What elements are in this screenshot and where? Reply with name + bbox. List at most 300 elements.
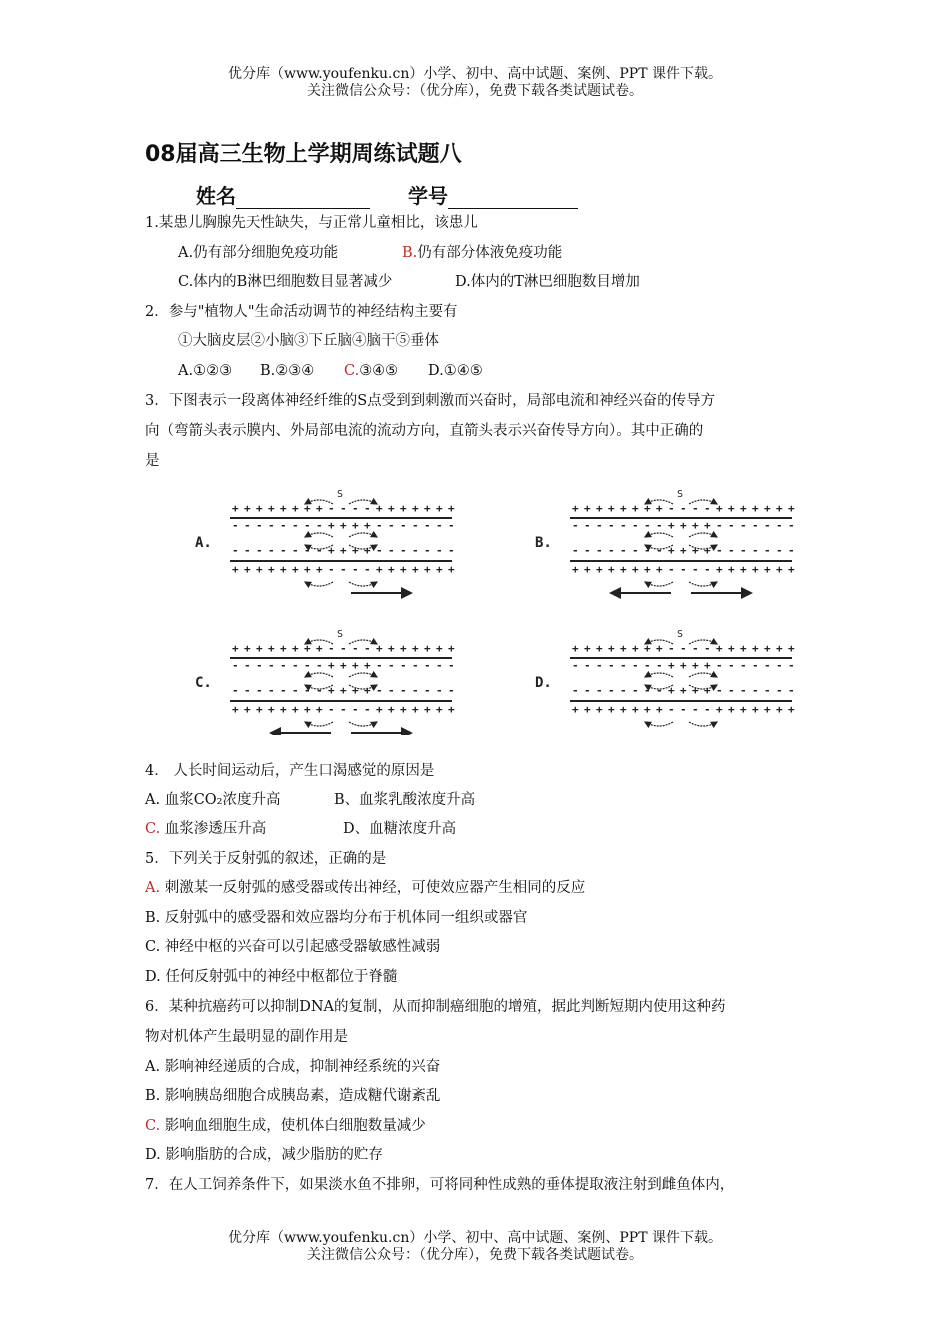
- q6-option-b: B. 影响胰岛细胞合成胰岛素，造成糖代谢紊乱: [145, 1088, 441, 1104]
- charge-mark: +: [352, 659, 359, 672]
- current-arrow-left: [645, 722, 673, 726]
- charge-mark: +: [776, 563, 783, 576]
- current-arrow-right: [349, 673, 377, 677]
- charge-mark: -: [656, 544, 663, 557]
- charge-mark: -: [340, 563, 347, 576]
- q5-answer-letter: A.: [145, 880, 161, 896]
- charge-mark: -: [572, 659, 579, 672]
- charge-mark: -: [620, 659, 627, 672]
- charge-mark: +: [292, 642, 299, 655]
- charge-mark: -: [764, 659, 771, 672]
- current-arrow-left: [645, 673, 673, 677]
- charge-mark: -: [692, 563, 699, 576]
- charge-mark: +: [704, 544, 711, 557]
- charge-mark: -: [400, 544, 407, 557]
- charge-mark: +: [728, 563, 735, 576]
- charge-mark: -: [316, 684, 323, 697]
- charge-mark: -: [268, 684, 275, 697]
- q2-option-b: B.②③④: [260, 363, 315, 379]
- charge-mark: +: [328, 544, 335, 557]
- name-label: 姓名: [196, 184, 236, 208]
- charge-mark: -: [328, 642, 335, 655]
- charge-mark: -: [256, 544, 263, 557]
- current-arrow-left: [645, 533, 673, 537]
- charge-mark: +: [752, 703, 759, 716]
- charge-mark: -: [752, 544, 759, 557]
- current-arrow-left: [305, 673, 333, 677]
- charge-mark: -: [704, 502, 711, 515]
- charge-mark: -: [608, 519, 615, 532]
- charge-mark: -: [704, 703, 711, 716]
- charge-mark: -: [716, 519, 723, 532]
- charge-mark: -: [788, 544, 795, 557]
- q4-option-c: C. 血浆渗透压升高: [145, 821, 267, 837]
- charge-mark: -: [620, 544, 627, 557]
- charge-mark: -: [244, 684, 251, 697]
- charge-mark: -: [268, 544, 275, 557]
- q4-option-a: A. 血浆CO₂浓度升高: [145, 792, 281, 808]
- charge-mark: +: [776, 703, 783, 716]
- q2-option-d: D.①④⑤: [428, 363, 483, 379]
- charge-mark: -: [728, 544, 735, 557]
- charge-mark: -: [436, 544, 443, 557]
- charge-mark: +: [280, 642, 287, 655]
- charge-mark: +: [776, 502, 783, 515]
- charge-mark: +: [656, 502, 663, 515]
- charge-mark: +: [608, 563, 615, 576]
- panel-label-c: C.: [195, 675, 212, 691]
- charge-mark: +: [596, 642, 603, 655]
- charge-mark: +: [340, 519, 347, 532]
- charge-mark: -: [668, 563, 675, 576]
- charge-mark: -: [448, 659, 455, 672]
- charge-mark: -: [680, 502, 687, 515]
- current-arrow-left: [305, 533, 333, 537]
- charge-mark: -: [656, 659, 663, 672]
- charge-mark: -: [400, 519, 407, 532]
- q4-answer-letter: C.: [145, 821, 161, 837]
- current-arrow-left: [305, 582, 333, 586]
- charge-mark: -: [728, 519, 735, 532]
- q1-option-d: D.体内的T淋巴细胞数目增加: [455, 274, 640, 290]
- charge-mark: -: [740, 544, 747, 557]
- charge-mark: +: [328, 659, 335, 672]
- charge-mark: +: [764, 563, 771, 576]
- charge-mark: -: [704, 642, 711, 655]
- charge-mark: -: [668, 502, 675, 515]
- charge-mark: +: [424, 563, 431, 576]
- charge-mark: +: [280, 563, 287, 576]
- charge-mark: +: [292, 703, 299, 716]
- charge-mark: -: [268, 519, 275, 532]
- q6-line-1: 6．某种抗癌药可以抑制DNA的复制，从而抑制癌细胞的增殖，据此判断短期内使用这种药: [145, 999, 726, 1015]
- charge-mark: +: [388, 502, 395, 515]
- number-blank[interactable]: [448, 188, 578, 209]
- charge-mark: +: [740, 563, 747, 576]
- charge-mark: +: [620, 563, 627, 576]
- charge-mark: -: [424, 659, 431, 672]
- q6-option-d: D. 影响脂肪的合成，减少脂肪的贮存: [145, 1147, 383, 1163]
- charge-mark: -: [788, 519, 795, 532]
- charge-mark: +: [656, 642, 663, 655]
- q3-line-3: 是: [145, 453, 160, 469]
- charge-mark: -: [244, 519, 251, 532]
- charge-mark: -: [340, 642, 347, 655]
- q3-line-1: 3．下图表示一段离体神经纤维的S点受到到刺激而兴奋时，局部电流和神经兴奋的传导方: [145, 393, 716, 409]
- header-line-2: 关注微信公众号：（优分库），免费下载各类试题试卷。: [307, 83, 643, 99]
- charge-mark: -: [316, 544, 323, 557]
- charge-mark: +: [412, 642, 419, 655]
- charge-mark: +: [704, 684, 711, 697]
- charge-mark: +: [668, 519, 675, 532]
- charge-mark: +: [668, 659, 675, 672]
- charge-mark: -: [764, 519, 771, 532]
- charge-mark: +: [424, 703, 431, 716]
- charge-mark: -: [424, 519, 431, 532]
- charge-mark: -: [376, 659, 383, 672]
- charge-mark: +: [716, 563, 723, 576]
- charge-mark: -: [776, 544, 783, 557]
- charge-mark: +: [280, 703, 287, 716]
- charge-mark: +: [244, 703, 251, 716]
- charge-mark: +: [424, 642, 431, 655]
- charge-mark: +: [728, 703, 735, 716]
- q6-answer-letter: C.: [145, 1118, 161, 1134]
- charge-mark: -: [424, 684, 431, 697]
- charge-mark: +: [268, 563, 275, 576]
- q2-option-c: C.③④⑤: [344, 363, 399, 379]
- charge-mark: +: [328, 684, 335, 697]
- charge-mark: -: [340, 703, 347, 716]
- charge-mark: +: [304, 563, 311, 576]
- charge-mark: -: [716, 659, 723, 672]
- charge-mark: +: [340, 659, 347, 672]
- footer-line-1: 优分库（www.youfenku.cn）小学、初中、高中试题、案例、PPT 课件下载。: [227, 1230, 722, 1246]
- charge-mark: +: [584, 502, 591, 515]
- charge-mark: +: [448, 563, 455, 576]
- charge-mark: +: [716, 502, 723, 515]
- charge-mark: -: [388, 544, 395, 557]
- charge-mark: -: [352, 703, 359, 716]
- current-arrow-right: [689, 533, 717, 537]
- charge-mark: -: [304, 544, 311, 557]
- charge-mark: -: [424, 544, 431, 557]
- charge-mark: +: [280, 502, 287, 515]
- charge-mark: -: [656, 684, 663, 697]
- charge-mark: -: [304, 684, 311, 697]
- charge-mark: +: [608, 642, 615, 655]
- charge-mark: -: [752, 659, 759, 672]
- charge-mark: +: [620, 642, 627, 655]
- charge-mark: -: [620, 684, 627, 697]
- charge-mark: +: [316, 642, 323, 655]
- charge-mark: +: [704, 659, 711, 672]
- header-line-1: 优分库（www.youfenku.cn）小学、初中、高中试题、案例、PPT 课件下载。: [227, 66, 722, 82]
- charge-mark: -: [608, 544, 615, 557]
- charge-mark: +: [400, 563, 407, 576]
- charge-mark: +: [656, 563, 663, 576]
- charge-mark: -: [788, 659, 795, 672]
- stimulus-point-s-b: S: [677, 489, 684, 500]
- q5-option-c: C. 神经中枢的兴奋可以引起感受器敏感性减弱: [145, 939, 441, 955]
- charge-mark: -: [232, 684, 239, 697]
- charge-mark: +: [632, 642, 639, 655]
- charge-mark: +: [364, 519, 371, 532]
- charge-mark: -: [704, 563, 711, 576]
- charge-mark: +: [268, 502, 275, 515]
- charge-mark: +: [644, 703, 651, 716]
- charge-mark: +: [448, 642, 455, 655]
- q2-option-a: A.①②③: [178, 363, 233, 379]
- charge-mark: -: [680, 703, 687, 716]
- charge-mark: -: [244, 544, 251, 557]
- charge-mark: -: [364, 563, 371, 576]
- charge-mark: +: [232, 703, 239, 716]
- charge-mark: -: [292, 684, 299, 697]
- charge-mark: -: [752, 519, 759, 532]
- charge-mark: -: [680, 642, 687, 655]
- charge-mark: +: [728, 502, 735, 515]
- charge-mark: +: [352, 544, 359, 557]
- current-arrow-right: [349, 722, 377, 726]
- charge-mark: -: [376, 684, 383, 697]
- charge-mark: -: [692, 703, 699, 716]
- charge-mark: +: [388, 563, 395, 576]
- charge-mark: -: [584, 544, 591, 557]
- q5-stem: 5．下列关于反射弧的叙述，正确的是: [145, 851, 387, 867]
- charge-mark: +: [352, 519, 359, 532]
- charge-mark: -: [632, 544, 639, 557]
- charge-mark: -: [232, 544, 239, 557]
- charge-mark: -: [436, 519, 443, 532]
- charge-mark: +: [644, 502, 651, 515]
- exam-title: 08届高三生物上学期周练试题八: [145, 142, 462, 167]
- charge-mark: -: [752, 684, 759, 697]
- charge-mark: +: [448, 502, 455, 515]
- charge-mark: -: [572, 684, 579, 697]
- charge-mark: +: [412, 703, 419, 716]
- q5-option-a: A. 刺激某一反射弧的感受器或传出神经，可使效应器产生相同的反应: [145, 880, 586, 896]
- page-footer: [0, 1230, 950, 1264]
- charge-mark: +: [376, 563, 383, 576]
- charge-mark: +: [244, 502, 251, 515]
- q1-answer-letter: B.: [402, 245, 418, 261]
- charge-mark: -: [668, 703, 675, 716]
- charge-mark: +: [680, 544, 687, 557]
- charge-mark: +: [436, 502, 443, 515]
- charge-mark: -: [256, 659, 263, 672]
- charge-mark: -: [244, 659, 251, 672]
- charge-mark: -: [644, 684, 651, 697]
- charge-mark: +: [692, 544, 699, 557]
- charge-mark: +: [788, 502, 795, 515]
- q1-option-a: A.仍有部分细胞免疫功能: [178, 245, 339, 261]
- charge-mark: +: [376, 642, 383, 655]
- charge-mark: +: [680, 684, 687, 697]
- charge-mark: -: [656, 519, 663, 532]
- charge-mark: +: [632, 563, 639, 576]
- charge-mark: -: [644, 519, 651, 532]
- charge-mark: -: [788, 684, 795, 697]
- q6-option-c: C. 影响血细胞生成，使机体白细胞数量减少: [145, 1118, 426, 1134]
- charge-mark: +: [448, 703, 455, 716]
- charge-mark: -: [584, 519, 591, 532]
- charge-mark: -: [448, 519, 455, 532]
- charge-mark: -: [436, 659, 443, 672]
- q7-line-1: 7．在人工饲养条件下，如果淡水鱼不排卵，可将同种性成熟的垂体提取液注射到雌鱼体内，: [145, 1177, 735, 1193]
- name-blank[interactable]: [236, 188, 370, 209]
- charge-mark: -: [256, 519, 263, 532]
- charge-mark: +: [316, 703, 323, 716]
- charge-mark: -: [352, 502, 359, 515]
- charge-mark: +: [340, 684, 347, 697]
- footer-line-2: 关注微信公众号：（优分库），免费下载各类试题试卷。: [307, 1247, 643, 1263]
- current-arrow-right: [349, 533, 377, 537]
- charge-mark: +: [572, 502, 579, 515]
- charge-mark: +: [716, 703, 723, 716]
- q2-items: ①大脑皮层②小脑③下丘脑④脑干⑤垂体: [178, 333, 439, 349]
- charge-mark: -: [364, 703, 371, 716]
- name-number-row: [196, 180, 578, 209]
- charge-mark: -: [716, 684, 723, 697]
- charge-mark: +: [764, 642, 771, 655]
- charge-mark: +: [764, 502, 771, 515]
- charge-mark: -: [268, 659, 275, 672]
- charge-mark: +: [788, 703, 795, 716]
- charge-mark: -: [328, 703, 335, 716]
- q3-line-2: 向（弯箭头表示膜内、外局部电流的流动方向，直箭头表示兴奋传导方向）。其中正确的: [145, 423, 704, 439]
- charge-mark: -: [740, 659, 747, 672]
- charge-mark: +: [788, 642, 795, 655]
- charge-mark: -: [728, 659, 735, 672]
- page-header: [0, 66, 950, 100]
- charge-mark: +: [584, 563, 591, 576]
- panel-label-b: B.: [535, 535, 552, 551]
- q2-stem: 2．参与"植物人"生命活动调节的神经结构主要有: [145, 304, 458, 320]
- charge-mark: +: [764, 703, 771, 716]
- charge-mark: +: [400, 502, 407, 515]
- charge-mark: +: [400, 703, 407, 716]
- charge-mark: +: [232, 502, 239, 515]
- q4-stem: 4． 人长时间运动后，产生口渴感觉的原因是: [145, 763, 435, 779]
- current-arrow-right: [689, 673, 717, 677]
- stimulus-point-s-d: S: [677, 629, 684, 640]
- charge-mark: -: [584, 684, 591, 697]
- charge-mark: -: [292, 519, 299, 532]
- charge-mark: +: [740, 642, 747, 655]
- stimulus-point-s-a: S: [337, 489, 344, 500]
- charge-mark: +: [752, 502, 759, 515]
- charge-mark: +: [412, 563, 419, 576]
- panel-label-d: D.: [535, 675, 552, 691]
- charge-mark: -: [304, 659, 311, 672]
- charge-mark: +: [388, 642, 395, 655]
- charge-mark: -: [776, 684, 783, 697]
- charge-mark: -: [644, 544, 651, 557]
- current-arrow-left: [305, 722, 333, 726]
- charge-mark: -: [400, 684, 407, 697]
- charge-mark: +: [364, 544, 371, 557]
- charge-mark: -: [728, 684, 735, 697]
- q6-line-2: 物对机体产生最明显的副作用是: [145, 1029, 348, 1045]
- charge-mark: +: [668, 544, 675, 557]
- charge-mark: -: [412, 544, 419, 557]
- charge-mark: -: [400, 659, 407, 672]
- charge-mark: +: [680, 659, 687, 672]
- stimulus-point-s-c: S: [337, 629, 344, 640]
- charge-mark: -: [740, 519, 747, 532]
- charge-mark: -: [316, 659, 323, 672]
- charge-mark: +: [728, 642, 735, 655]
- charge-mark: +: [352, 684, 359, 697]
- q1-option-c: C.体内的B淋巴细胞数目显著减少: [178, 274, 393, 290]
- charge-mark: -: [596, 544, 603, 557]
- charge-mark: -: [412, 684, 419, 697]
- charge-mark: +: [376, 703, 383, 716]
- charge-mark: -: [644, 659, 651, 672]
- charge-mark: +: [752, 563, 759, 576]
- charge-mark: +: [304, 703, 311, 716]
- charge-mark: +: [692, 519, 699, 532]
- charge-mark: -: [376, 519, 383, 532]
- charge-mark: -: [776, 519, 783, 532]
- charge-mark: +: [376, 502, 383, 515]
- charge-mark: +: [704, 519, 711, 532]
- charge-mark: +: [632, 703, 639, 716]
- charge-mark: -: [572, 519, 579, 532]
- charge-mark: -: [388, 684, 395, 697]
- charge-mark: -: [412, 519, 419, 532]
- charge-mark: -: [352, 563, 359, 576]
- charge-mark: +: [668, 684, 675, 697]
- q4-option-b: B、血浆乳酸浓度升高: [334, 792, 476, 808]
- charge-mark: -: [364, 642, 371, 655]
- charge-mark: +: [596, 703, 603, 716]
- charge-mark: +: [692, 684, 699, 697]
- charge-mark: -: [280, 519, 287, 532]
- charge-mark: +: [596, 563, 603, 576]
- charge-mark: +: [304, 502, 311, 515]
- charge-mark: -: [620, 519, 627, 532]
- charge-mark: +: [412, 502, 419, 515]
- charge-mark: +: [776, 642, 783, 655]
- charge-mark: +: [436, 642, 443, 655]
- charge-mark: -: [292, 659, 299, 672]
- charge-mark: -: [388, 659, 395, 672]
- charge-mark: +: [584, 703, 591, 716]
- charge-mark: +: [256, 703, 263, 716]
- charge-mark: +: [292, 502, 299, 515]
- charge-mark: +: [256, 563, 263, 576]
- q2-answer-letter: C.: [344, 363, 360, 379]
- charge-mark: +: [316, 502, 323, 515]
- charge-mark: -: [584, 659, 591, 672]
- charge-mark: +: [244, 642, 251, 655]
- nerve-fiber-figure: [195, 480, 815, 735]
- charge-mark: +: [316, 563, 323, 576]
- charge-mark: -: [448, 684, 455, 697]
- charge-mark: -: [608, 684, 615, 697]
- q6-option-a: A. 影响神经递质的合成，抑制神经系统的兴奋: [145, 1059, 441, 1075]
- charge-mark: +: [620, 703, 627, 716]
- charge-mark: -: [256, 684, 263, 697]
- charge-mark: +: [400, 642, 407, 655]
- charge-mark: +: [232, 563, 239, 576]
- charge-mark: -: [632, 659, 639, 672]
- charge-mark: -: [692, 642, 699, 655]
- charge-mark: -: [740, 684, 747, 697]
- q5-option-b: B. 反射弧中的感受器和效应器均分布于机体同一组织或器官: [145, 910, 528, 926]
